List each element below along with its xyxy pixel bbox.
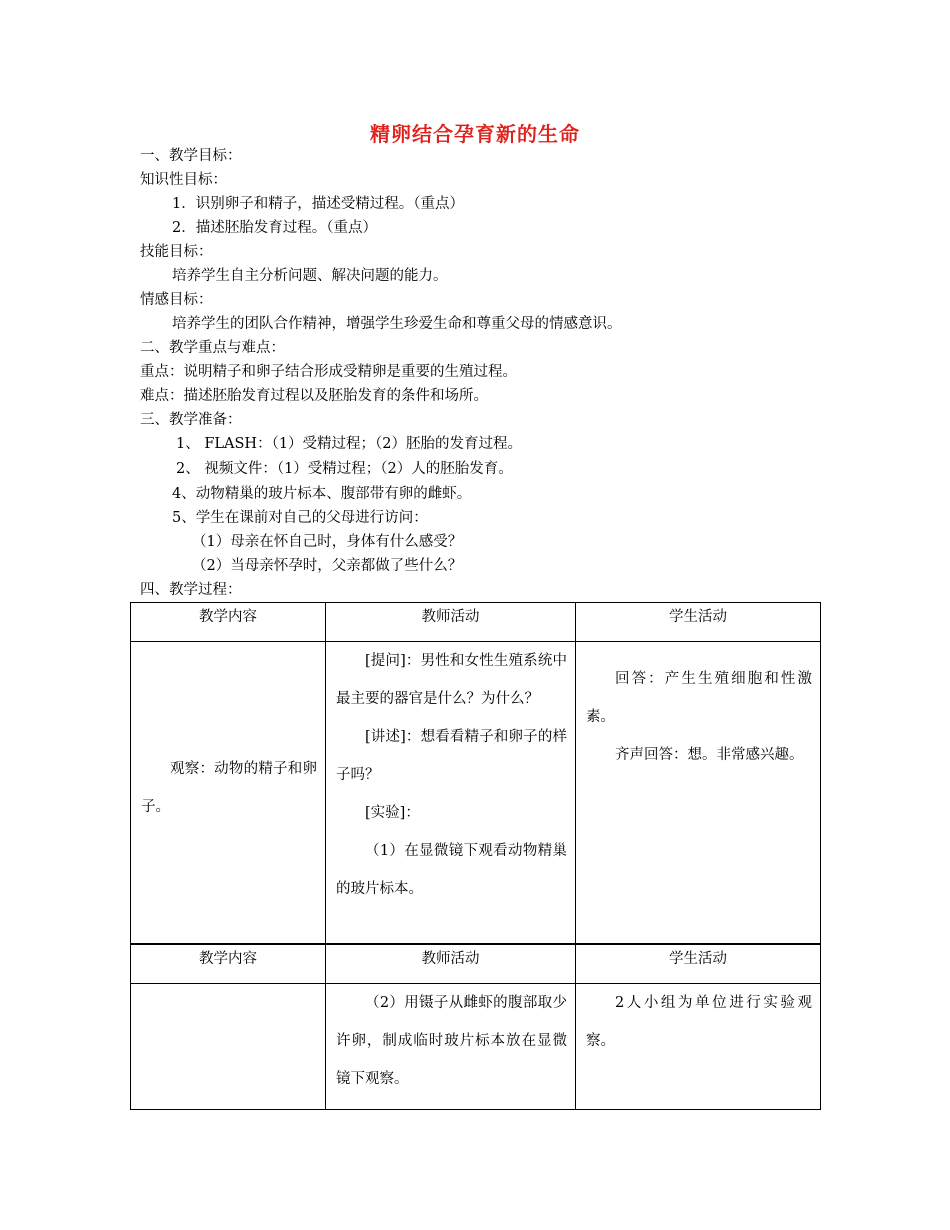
student-answer: 回答：产生生殖细胞和性激素。 bbox=[586, 671, 812, 725]
key-point: 重点：说明精子和卵子结合形成受精卵是重要的生殖过程。 bbox=[140, 364, 517, 380]
header-student: 学生活动 bbox=[576, 944, 821, 984]
header-content: 教学内容 bbox=[131, 603, 326, 642]
student-chorus: 齐声回答：想。非常感兴趣。 bbox=[615, 747, 804, 763]
emotion-heading: 情感目标： bbox=[140, 292, 213, 308]
teacher-experiment: [实验]： bbox=[365, 805, 420, 821]
skill-item: 培养学生自主分析问题、解决问题的能力。 bbox=[172, 268, 448, 284]
header-teacher: 教师活动 bbox=[326, 944, 576, 984]
teacher-narration: [讲述]：想看看精子和卵子的样子吗？ bbox=[336, 729, 567, 783]
prep-heading: 三、教学准备： bbox=[140, 412, 242, 428]
student-group-work: 2人小组为单位进行实验观察。 bbox=[586, 994, 812, 1049]
row2-content-cell bbox=[131, 983, 326, 1109]
table-row bbox=[131, 642, 821, 944]
row2-content bbox=[131, 984, 325, 996]
header-teacher: 教师活动 bbox=[326, 603, 576, 642]
lesson-table bbox=[130, 602, 821, 1110]
table-header-row bbox=[131, 944, 821, 984]
key-heading: 二、教学重点与难点： bbox=[140, 340, 285, 356]
header-content: 教学内容 bbox=[131, 944, 326, 984]
row2-student-cell bbox=[576, 983, 821, 1109]
row1-content: 观察：动物的精子和卵子。 bbox=[141, 761, 317, 816]
knowledge-item: 1．识别卵子和精子，描述受精过程。（重点） bbox=[172, 196, 464, 212]
row2-teacher-cell bbox=[326, 983, 576, 1109]
prep-subitem: （1）母亲在怀自己时，身体有什么感受？ bbox=[192, 534, 463, 550]
prep-item: 5、学生在课前对自己的父母进行访问： bbox=[172, 510, 428, 526]
table-header-row bbox=[131, 603, 821, 642]
knowledge-item: 2．描述胚胎发育过程。（重点） bbox=[172, 220, 377, 236]
knowledge-heading: 知识性目标： bbox=[140, 172, 227, 188]
row1-teacher-cell bbox=[326, 642, 576, 944]
header-student: 学生活动 bbox=[576, 603, 821, 642]
teacher-step-1: （1）在显微镜下观看动物精巢的玻片标本。 bbox=[336, 843, 567, 897]
difficult-point: 难点：描述胚胎发育过程以及胚胎发育的条件和场所。 bbox=[140, 388, 488, 404]
row1-content-cell bbox=[131, 642, 326, 944]
teacher-question: [提问]：男性和女性生殖系统中最主要的器官是什么？为什么？ bbox=[336, 653, 567, 707]
table-row bbox=[131, 983, 821, 1109]
skill-heading: 技能目标： bbox=[140, 244, 213, 260]
goals-heading: 一、教学目标： bbox=[140, 148, 242, 164]
prep-item: 1、 FLASH：（1）受精过程；（2）胚胎的发育过程。 bbox=[176, 436, 523, 452]
process-heading: 四、教学过程： bbox=[140, 582, 242, 598]
row1-student-cell bbox=[576, 642, 821, 944]
prep-item: 4、动物精巢的玻片标本、腹部带有卵的雌虾。 bbox=[172, 486, 472, 502]
prep-subitem: （2）当母亲怀孕时，父亲都做了些什么？ bbox=[192, 558, 463, 574]
prep-item: 2、 视频文件：（1）受精过程；（2）人的胚胎发育。 bbox=[176, 461, 513, 477]
document-title: 精卵结合孕育新的生命 bbox=[370, 122, 580, 146]
emotion-item: 培养学生的团队合作精神，增强学生珍爱生命和尊重父母的情感意识。 bbox=[172, 316, 622, 332]
teacher-step-2: （2）用镊子从雌虾的腹部取少许卵，制成临时玻片标本放在显微镜下观察。 bbox=[336, 994, 567, 1087]
